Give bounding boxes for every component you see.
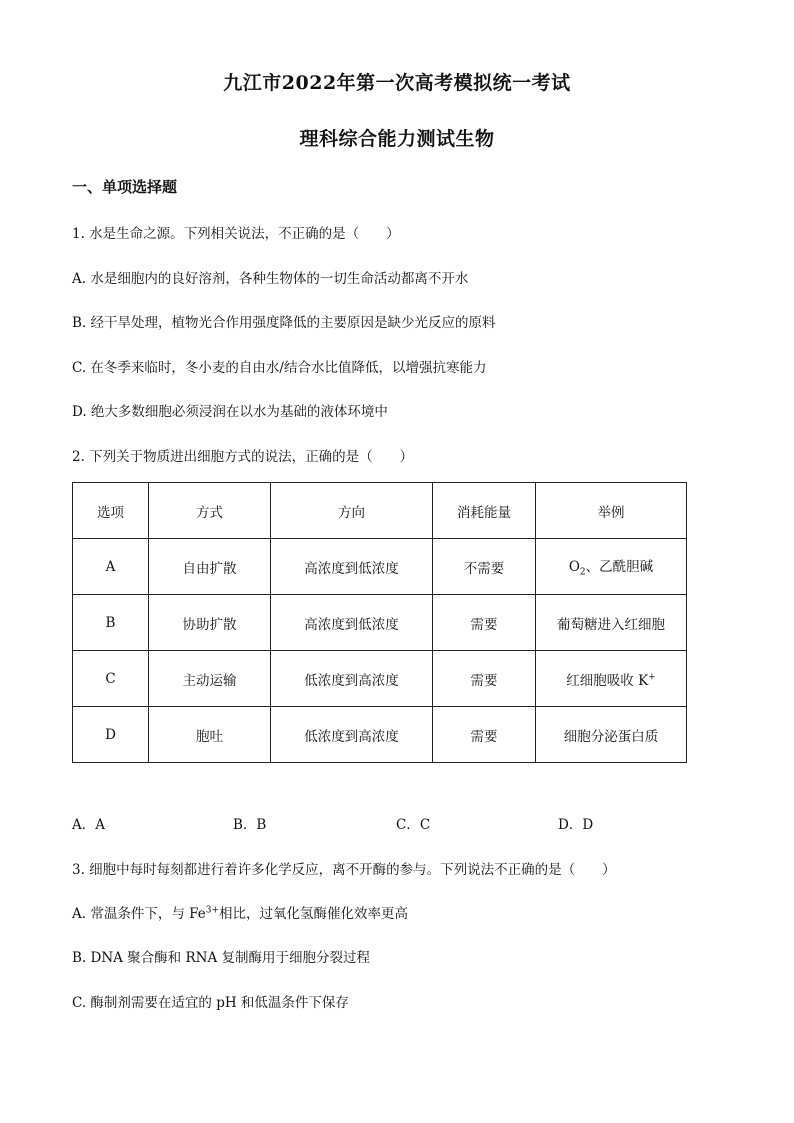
question-3-stem: 3. 细胞中每时每刻都进行着许多化学反应，离不开酶的参与。下列说法不正确的是（ ） (72, 862, 616, 878)
question-2-answer-a: A．A (72, 817, 105, 833)
table-cell: 低浓度到高浓度 (271, 707, 433, 763)
table-cell: 协助扩散 (149, 595, 271, 651)
table-header-cell: 方向 (271, 483, 433, 539)
table-cell: D (73, 707, 149, 763)
table-cell: 细胞分泌蛋白质 (536, 707, 687, 763)
table-cell: 需要 (433, 651, 536, 707)
table-cell: 需要 (433, 707, 536, 763)
table-cell: 低浓度到高浓度 (271, 651, 433, 707)
table-row (73, 539, 687, 595)
exam-title: 九江市2022年第一次高考模拟统一考试 (223, 72, 571, 94)
table-cell: 自由扩散 (149, 539, 271, 595)
table-row (73, 595, 687, 651)
question-3-option-a: A. 常温条件下，与 $Fe^{3+}$相比，过氧化氢酶催化效率更高 (72, 905, 409, 922)
table-cell: 主动运输 (149, 651, 271, 707)
table-row (73, 707, 687, 763)
table-cell: A (73, 539, 149, 595)
question-3-option-b: B. DNA 聚合酶和 RNA 复制酶用于细胞分裂过程 (72, 950, 370, 966)
transport-table (72, 482, 687, 763)
question-2-stem: 2. 下列关于物质进出细胞方式的说法，正确的是（ ） (72, 449, 414, 465)
table-header-cell: 选项 (73, 483, 149, 539)
table-cell: 不需要 (433, 539, 536, 595)
question-1-stem: 1. 水是生命之源。下列相关说法，不正确的是（ ） (72, 226, 400, 242)
question-2-answer-c: C．C (396, 817, 431, 833)
table-cell-example: $O_2$、乙酰胆碱 (536, 539, 687, 595)
question-1-option-d: D. 绝大多数细胞必须浸润在以水为基础的液体环境中 (72, 404, 388, 420)
table-cell: 葡萄糖进入红细胞 (536, 595, 687, 651)
table-header-cell: 方式 (149, 483, 271, 539)
table-cell: 高浓度到低浓度 (271, 539, 433, 595)
question-1-option-a: A. 水是细胞内的良好溶剂，各种生物体的一切生命活动都离不开水 (72, 271, 469, 287)
table-cell-example: 红细胞吸收 K+ (536, 651, 687, 707)
question-3-option-c: C. 酶制剂需要在适宜的 pH 和低温条件下保存 (72, 995, 349, 1011)
table-header-cell: 消耗能量 (433, 483, 536, 539)
question-1-option-c: C. 在冬季来临时，冬小麦的自由水/结合水比值降低，以增强抗寒能力 (72, 360, 487, 376)
question-2-answer-d: D．D (558, 817, 594, 833)
section-heading: 一、单项选择题 (72, 178, 178, 196)
table-cell: 高浓度到低浓度 (271, 595, 433, 651)
table-cell: 需要 (433, 595, 536, 651)
table-row (73, 651, 687, 707)
table-header-row (73, 483, 687, 539)
table-cell: C (73, 651, 149, 707)
question-2-answer-b: B．B (233, 817, 267, 833)
table-cell: 胞吐 (149, 707, 271, 763)
table-cell: B (73, 595, 149, 651)
table-header-cell: 举例 (536, 483, 687, 539)
exam-subtitle: 理科综合能力测试生物 (299, 128, 495, 150)
question-1-option-b: B. 经干旱处理，植物光合作用强度降低的主要原因是缺少光反应的原料 (72, 315, 496, 331)
